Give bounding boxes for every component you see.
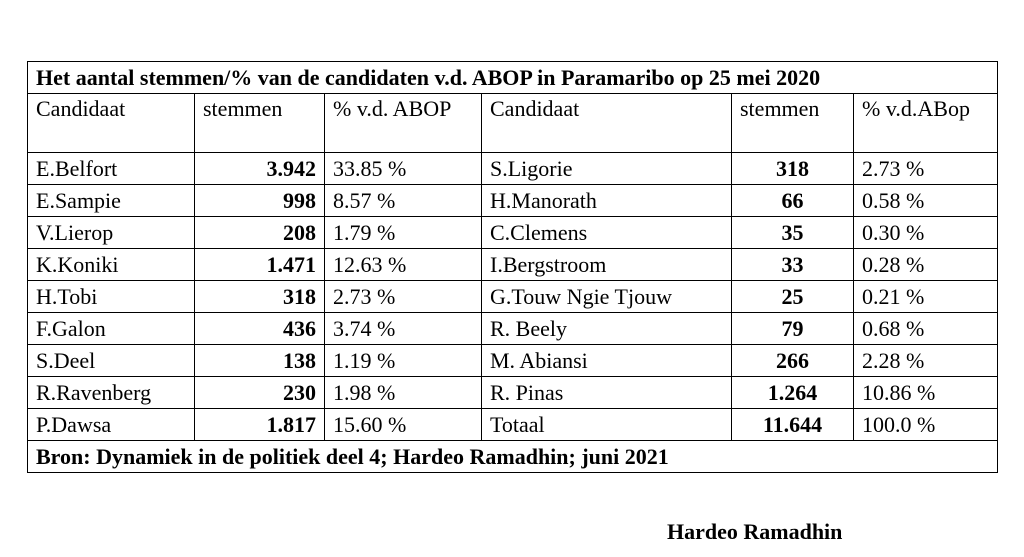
source-note: Bron: Dynamiek in de politiek deel 4; Hardeo Ramadhin; juni 2021 [28, 441, 998, 473]
candidate-name: H.Manorath [482, 185, 732, 217]
title-row [28, 62, 998, 94]
vote-count: 79 [732, 313, 854, 345]
vote-count: 11.644 [732, 409, 854, 441]
vote-count: 436 [195, 313, 325, 345]
source-row [28, 441, 998, 473]
table-row [28, 153, 998, 185]
table-row [28, 249, 998, 281]
candidate-name: M. Abiansi [482, 345, 732, 377]
table-row [28, 185, 998, 217]
vote-percentage: 33.85 % [325, 153, 482, 185]
votes-table [27, 61, 998, 473]
header-candidate-right: Candidaat [482, 94, 732, 153]
candidate-name: R.Ravenberg [28, 377, 195, 409]
vote-percentage: 1.79 % [325, 217, 482, 249]
candidate-name: K.Koniki [28, 249, 195, 281]
header-row [28, 94, 998, 153]
vote-percentage: 2.73 % [854, 153, 998, 185]
header-pct-right: % v.d.ABop [854, 94, 998, 153]
candidate-name: E.Sampie [28, 185, 195, 217]
candidate-name: Totaal [482, 409, 732, 441]
vote-percentage: 100.0 % [854, 409, 998, 441]
candidate-name: V.Lierop [28, 217, 195, 249]
vote-count: 266 [732, 345, 854, 377]
vote-count: 318 [195, 281, 325, 313]
candidate-name: R. Pinas [482, 377, 732, 409]
table-row [28, 217, 998, 249]
table-title: Het aantal stemmen/% van de candidaten v.d. ABOP in Paramaribo op 25 mei 2020 [28, 62, 998, 94]
vote-count: 3.942 [195, 153, 325, 185]
author-signature: Hardeo Ramadhin [667, 519, 843, 544]
vote-count: 230 [195, 377, 325, 409]
table-row [28, 345, 998, 377]
vote-percentage: 3.74 % [325, 313, 482, 345]
vote-count: 1.817 [195, 409, 325, 441]
vote-count: 208 [195, 217, 325, 249]
vote-count: 318 [732, 153, 854, 185]
candidate-name: S.Deel [28, 345, 195, 377]
vote-count: 35 [732, 217, 854, 249]
header-votes-left: stemmen [195, 94, 325, 153]
header-candidate-left: Candidaat [28, 94, 195, 153]
vote-count: 998 [195, 185, 325, 217]
table-row [28, 409, 998, 441]
candidate-name: P.Dawsa [28, 409, 195, 441]
vote-count: 138 [195, 345, 325, 377]
vote-count: 33 [732, 249, 854, 281]
candidate-name: F.Galon [28, 313, 195, 345]
vote-percentage: 2.28 % [854, 345, 998, 377]
vote-percentage: 0.30 % [854, 217, 998, 249]
candidate-name: G.Touw Ngie Tjouw [482, 281, 732, 313]
candidate-name: R. Beely [482, 313, 732, 345]
vote-percentage: 0.21 % [854, 281, 998, 313]
vote-percentage: 1.19 % [325, 345, 482, 377]
candidate-name: S.Ligorie [482, 153, 732, 185]
candidate-name: E.Belfort [28, 153, 195, 185]
vote-percentage: 8.57 % [325, 185, 482, 217]
header-pct-left: % v.d. ABOP [325, 94, 482, 153]
vote-percentage: 12.63 % [325, 249, 482, 281]
vote-percentage: 0.68 % [854, 313, 998, 345]
table-row [28, 281, 998, 313]
vote-percentage: 0.58 % [854, 185, 998, 217]
vote-percentage: 2.73 % [325, 281, 482, 313]
vote-percentage: 1.98 % [325, 377, 482, 409]
vote-percentage: 10.86 % [854, 377, 998, 409]
vote-count: 1.471 [195, 249, 325, 281]
table-row [28, 377, 998, 409]
vote-count: 25 [732, 281, 854, 313]
vote-count: 66 [732, 185, 854, 217]
header-votes-right: stemmen [732, 94, 854, 153]
table-row [28, 313, 998, 345]
candidate-name: H.Tobi [28, 281, 195, 313]
vote-percentage: 15.60 % [325, 409, 482, 441]
candidate-name: C.Clemens [482, 217, 732, 249]
vote-count: 1.264 [732, 377, 854, 409]
candidate-name: I.Bergstroom [482, 249, 732, 281]
vote-percentage: 0.28 % [854, 249, 998, 281]
